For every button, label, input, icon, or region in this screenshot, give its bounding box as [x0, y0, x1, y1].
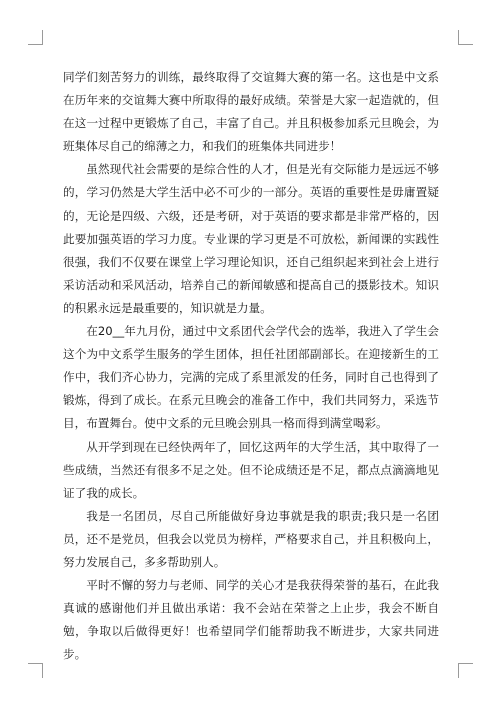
crop-mark-top-left [28, 30, 43, 45]
paragraph: 平时不懈的努力与老师、同学的关心才是我获得荣誉的基石，在此我真诚的感谢他们并且做出承诺：我不会站在荣誉之上止步，我会不断自勉，争取以后做得更好！也希望同学们能帮助我不断进步，大家共同进步。 [63, 578, 439, 662]
paragraph: 从开学到现在已经快两年了，回忆这两年的大学生活，其中取得了一些成绩，当然还有很多不足之处。但不论成绩还是不足，都点点滴滴地见证了我的成长。 [63, 439, 439, 500]
crop-mark-top-right [458, 30, 473, 45]
paragraph: 在20__年九月份，通过中文系团代会学代会的选举，我进入了学生会这个为中文系学生服务的学生团体，担任社团部副部长。在迎接新生的工作中，我们齐心协力，完满的完成了系里派发的任务，同时自己也得到了锻炼，得到了成长。在系元旦晚会的准备工作中，我们共同努力，采选节目，布置舞台。使中文系的元旦晚会别具一格而得到满堂喝彩。 [63, 324, 439, 431]
crop-mark-bottom-left [28, 663, 43, 678]
paragraph: 虽然现代社会需要的是综合性的人才，但是光有交际能力是远远不够的，学习仍然是大学生活中必不可少的一部分。英语的重要性是毋庸置疑的，无论是四级、六级，还是考研，对于英语的要求都是非常严格的，因此要加强英语的学习力度。专业课的学习更是不可放松，新闻课的实践性很强，我们不仅要在课堂上学习理论知识，还自己组织起来到社会上进行采访活动和采风活动，培养自己的新闻敏感和提高自己的摄影技术。知识的积累永远是最重要的，知识就是力量。 [63, 162, 439, 315]
paragraph: 我是一名团员，尽自己所能做好身边事就是我的职责;我只是一名团员，还不是党员，但我会以党员为榜样，严格要求自己，并且积极向上，努力发展自己，多多帮助别人。 [63, 508, 439, 569]
document-body [63, 66, 439, 666]
paragraph: 同学们刻苦努力的训练，最终取得了交谊舞大赛的第一名。这也是中文系在历年来的交谊舞大赛中所取得的最好成绩。荣誉是大家一起造就的，但在这一过程中更锻炼了自己，丰富了自己。并且积极参加系元旦晚会，为班集体尽自己的绵薄之力，和我们的班集体共同进步！ [63, 70, 439, 154]
crop-mark-bottom-right [458, 663, 473, 678]
